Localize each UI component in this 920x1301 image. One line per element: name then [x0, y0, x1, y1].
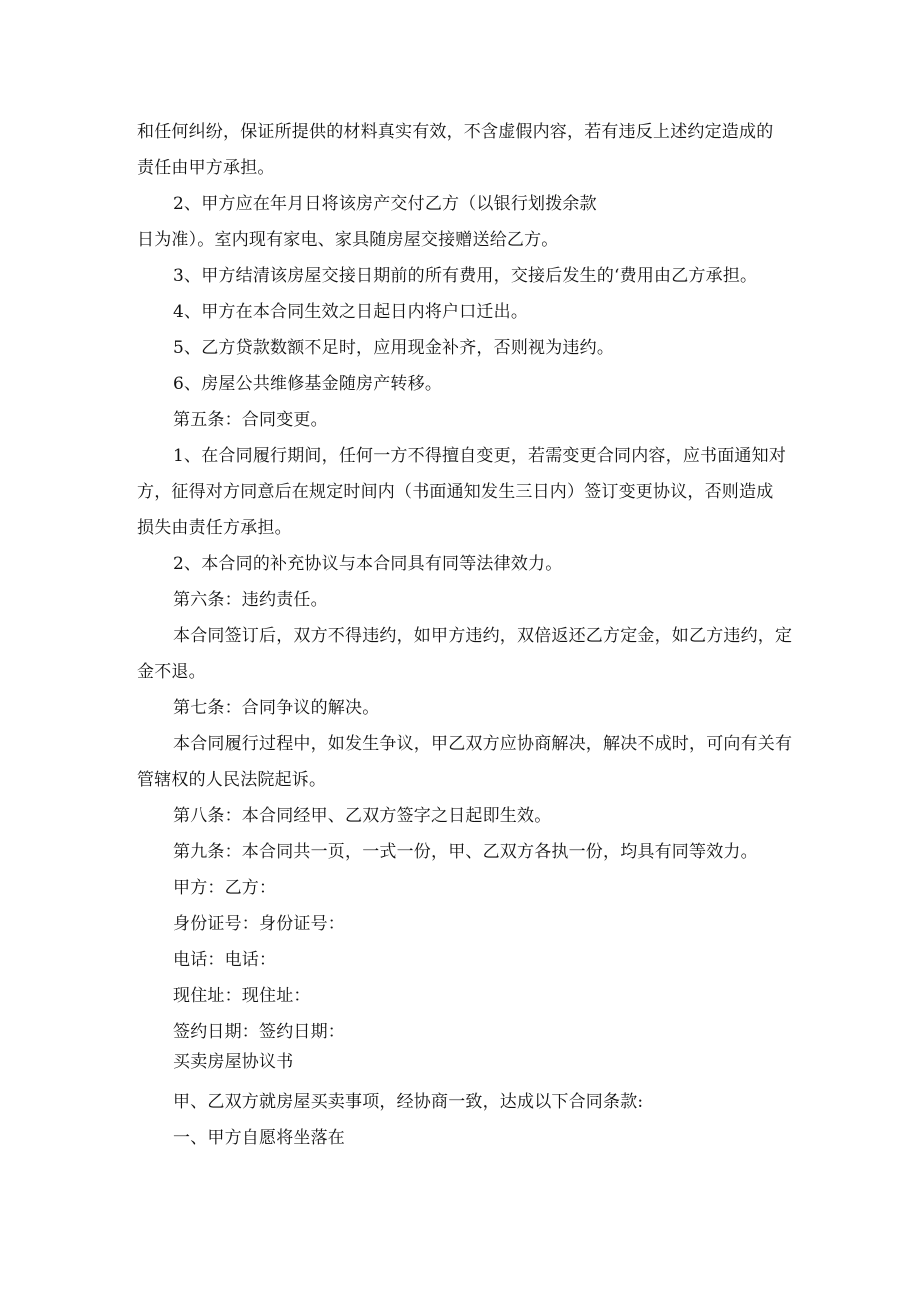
- article-7-heading: 第七条：合同争议的解决。: [173, 698, 380, 718]
- clause-item-5: 5、乙方贷款数额不足时，应用现金补齐，否则视为违约。: [173, 338, 615, 358]
- agreement-intro: 甲、乙双方就房屋买卖事项，经协商一致，达成以下合同条款:: [173, 1092, 644, 1112]
- paragraph-continuation: 责任由甲方承担。: [137, 158, 275, 178]
- agreement-item-1: 一、甲方自愿将坐落在: [173, 1128, 345, 1148]
- clause-item-6: 6、房屋公共维修基金随房产转移。: [173, 374, 443, 394]
- article-6-body-continuation: 金不退。: [137, 662, 206, 682]
- clause-item-3: 3、甲方结清该房屋交接日期前的所有费用，交接后发生的‘费用由乙方承担。: [173, 266, 758, 286]
- clause-item-2: 2、甲方应在年月日将该房产交付乙方（以银行划拨余款: [173, 194, 597, 214]
- signature-id-line: 身份证号：身份证号：: [173, 914, 345, 934]
- signature-phone-line: 电话：电话：: [173, 950, 277, 970]
- article-7-body-continuation: 管辖权的人民法院起诉。: [137, 770, 327, 790]
- article-6-heading: 第六条：违约责任。: [173, 590, 328, 610]
- signature-date-line: 签约日期：签约日期：: [173, 1022, 345, 1042]
- article-5-heading: 第五条：合同变更。: [173, 410, 328, 430]
- clause-item-2-continuation: 日为准）。室内现有家电、家具随房屋交接赠送给乙方。: [137, 230, 559, 250]
- article-7-body: 本合同履行过程中，如发生争议，甲乙双方应协商解决，解决不成时，可向有关有: [173, 734, 793, 754]
- article-5-item-1-continuation: 损失由责任方承担。: [137, 518, 292, 538]
- document-body: [137, 114, 793, 1156]
- clause-item-4: 4、甲方在本合同生效之日起日内将户口迁出。: [173, 302, 529, 322]
- signature-party-line: 甲方：乙方：: [173, 878, 277, 898]
- agreement-title: 买卖房屋协议书: [173, 1052, 294, 1072]
- article-9: 第九条：本合同共一页，一式一份，甲、乙双方各执一份，均具有同等效力。: [173, 842, 758, 862]
- article-5-item-1: 1、在合同履行期间，任何一方不得擅自变更，若需变更合同内容，应书面通知对: [173, 446, 787, 466]
- paragraph-continuation: 和任何纠纷，保证所提供的材料真实有效，不含虚假内容，若有违反上述约定造成的: [137, 122, 774, 142]
- article-6-body: 本合同签订后，双方不得违约，如甲方违约，双倍返还乙方定金，如乙方违约，定: [173, 626, 793, 646]
- article-5-item-1-continuation: 方，征得对方同意后在规定时间内（书面通知发生三日内）签订变更协议，否则造成: [137, 482, 774, 502]
- article-5-item-2: 2、本合同的补充协议与本合同具有同等法律效力。: [173, 554, 563, 574]
- article-8: 第八条：本合同经甲、乙双方签字之日起即生效。: [173, 806, 552, 826]
- signature-address-line: 现住址：现住址：: [173, 986, 311, 1006]
